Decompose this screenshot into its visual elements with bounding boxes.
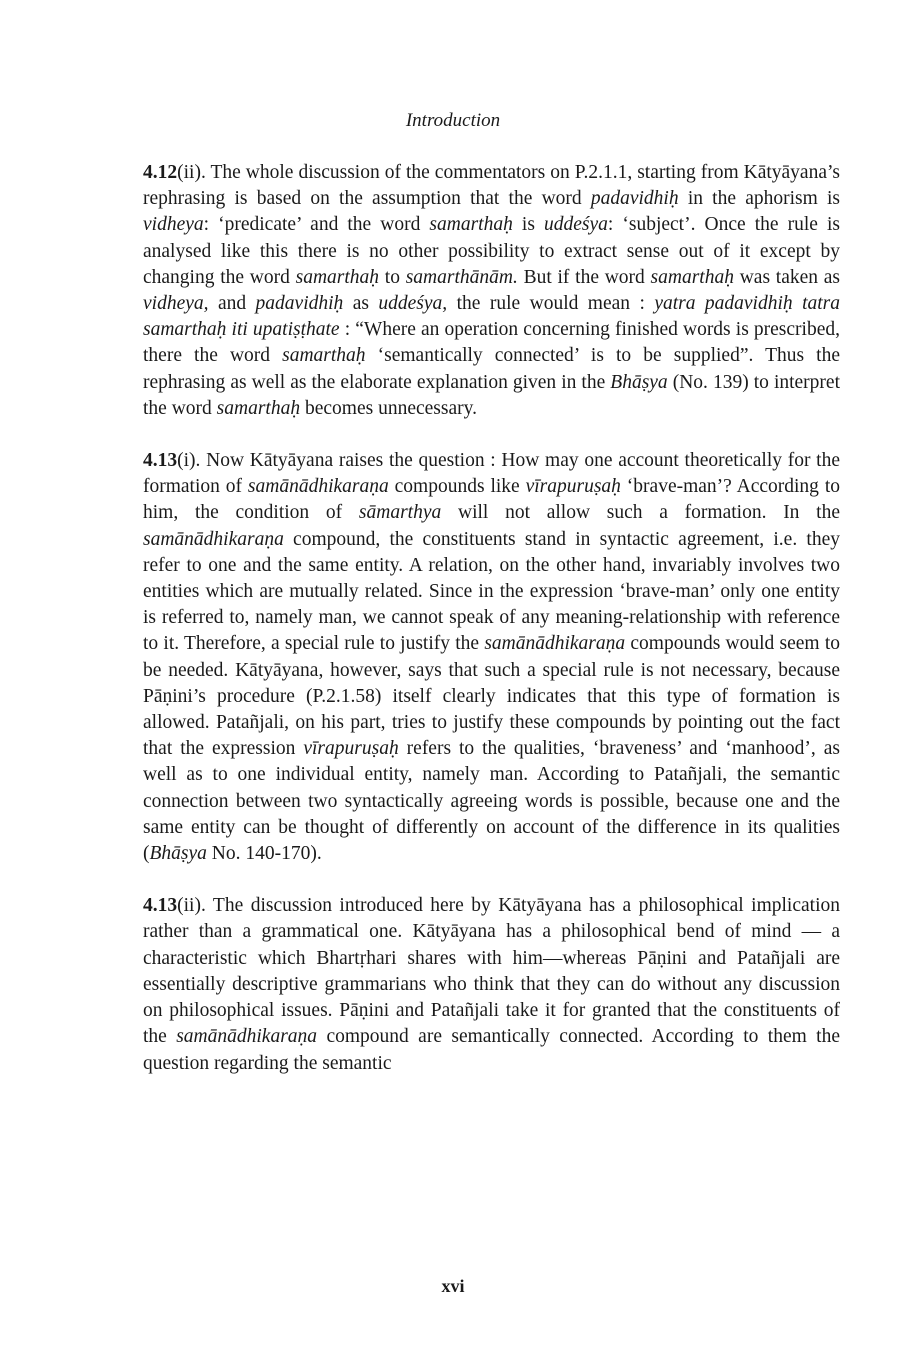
italic-term: Bhāṣya [149,843,207,865]
text-run: will not allow such a formation. In the [441,502,840,524]
paragraph-subnumber: (i). [177,450,201,472]
paragraph-body [143,162,840,419]
paragraph-4-12-ii [143,160,840,422]
text-run: compound, the constituents stand in syntactic agreement, i.e. they refer to one and the same entity. A relation, on the other hand, invariably involves two entities which are mutually related. Since in the expression ‘brave-man’ only one entity is referred to, namely man, we cannot speak of any meaning-relationship with reference to it. Therefore, a special rule to justify the [143,528,840,655]
text-run: and [208,293,256,315]
paragraph-number: 4.12 [143,162,178,183]
text-run: refers to the qualities, ‘braveness’ and ‘manhood’, as well as to one individual entity, namely man. According to Patañjali, the semantic connection between two syntactically agreeing words is possible, because one and the same entity can be thought of differently on account of the difference in its qualities ( [143,738,840,865]
paragraph-subnumber: (ii). [177,895,206,917]
italic-term: samānādhikaraṇa [247,476,389,498]
text-run: in the aphorism is [678,188,840,210]
italic-term: samānādhikaraṇa [143,528,284,550]
text-run: But if the word [517,266,651,288]
italic-term: vīrapuruṣaḥ [303,738,399,760]
text-run: compounds would seem to be needed. Kātyāyana, however, says that such a special rule is not necessary, because Pāṇini’s procedure (P.2.1.58) itself clearly indicates that this type of formation is allowed. Patañjali, on his part, tries to justify these compounds by pointing out the fact that the expression [143,633,840,760]
text-run: was taken as [733,266,840,288]
italic-term: samānādhikaraṇa [176,1026,318,1048]
text-run: : ‘predicate’ and the word [203,214,430,236]
italic-term: samānādhikaraṇa [484,633,626,655]
italic-term: sāmarthya [358,502,442,524]
text-run: The discussion introduced here by Kātyāyana has a philosophical implication rather than a grammatical one. Kātyāyana has a philosophical bend of mind — a characteristic which Bhartṛhari shares with him—whereas Pāṇini and Patañjali are essentially descriptive grammarians who think that they can do without any discussion on philosophical issues. Pāṇini and Patañjali take it for granted that the constituents of the [143,895,840,1048]
paragraph-4-13-i [143,448,840,867]
text-run: to [379,266,406,288]
italic-term: samarthaḥ [216,397,301,419]
paragraph-subnumber: (ii). [177,162,206,183]
italic-term: uddeśya, [378,293,448,315]
text-run: : “Where an operation concerning finished words is prescribed, there the word [143,319,840,367]
italic-term: padavidhiḥ [590,188,679,210]
italic-term: vidheya, [143,293,209,315]
italic-term: padavidhiḥ [255,293,344,315]
running-head: Introduction [405,110,501,131]
text-run: No. 140-170). [206,843,322,865]
italic-term: yatra padavidhiḥ tatra samarthaḥ iti upatiṣṭhate [143,293,841,341]
paragraph-body [143,450,840,864]
italic-term: vīrapuruṣaḥ [525,476,621,498]
italic-term: samarthaḥ [650,266,734,288]
body-text [143,160,840,1103]
italic-term: samarthānām. [405,266,518,288]
text-run: compounds like [388,476,526,498]
text-run: is [512,214,544,236]
text-run: ‘semantically connected’ is to be supplied”. Thus the rephrasing as well as the elaborate explanation given in the [143,345,840,393]
text-run: The whole discussion of the commentators on P.2.1.1, starting from Kātyāyana’s rephrasing is based on the assumption that the word [143,162,840,210]
italic-term: samarthaḥ [295,266,380,288]
text-run: (No. 139) to interpret the word [143,371,840,419]
text-run: Now Kātyāyana raises the question : How may one account theoretically for the formation of [143,450,840,498]
text-run: becomes unnecessary. [300,397,477,419]
italic-term: Bhāṣya [610,371,668,393]
page-number: xvi [441,1276,465,1296]
paragraph-number: 4.13 [143,895,178,917]
text-run: the rule would mean : [447,293,655,315]
text-run: compound are semantically connected. According to them the question regarding the semantic [143,1026,840,1074]
text-run: ‘brave-man’? According to him, the condition of [143,476,840,524]
italic-term: samarthaḥ [429,214,513,236]
text-run: as [343,293,379,315]
italic-term: uddeśya [543,214,608,236]
italic-term: vidheya [143,214,204,236]
text-run: : ‘subject’. Once the rule is analysed like this there is no other possibility to extract sense out of it except by changing the word [143,214,840,288]
paragraph-4-13-ii [143,893,840,1076]
paragraph-body [143,895,840,1073]
italic-term: samarthaḥ [282,345,366,367]
paragraph-number: 4.13 [143,450,178,472]
